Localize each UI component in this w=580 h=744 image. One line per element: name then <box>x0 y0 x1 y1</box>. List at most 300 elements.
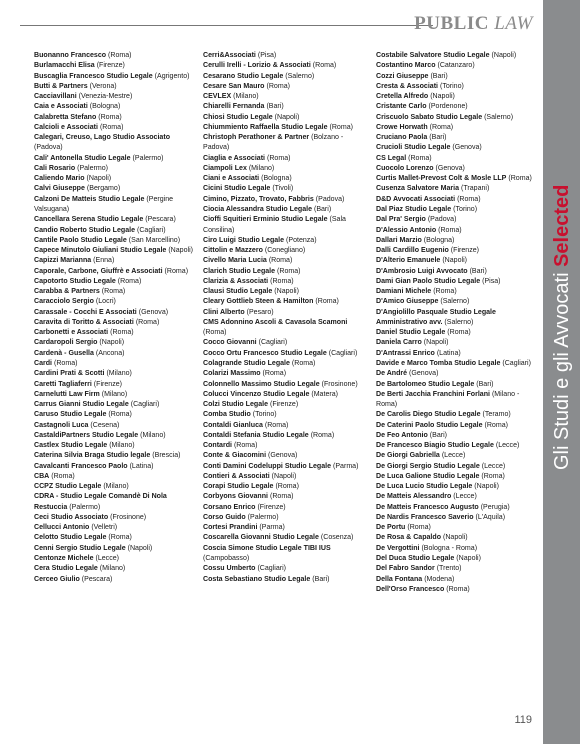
directory-entry <box>203 349 368 359</box>
directory-entry <box>376 226 536 236</box>
entry-city: (Roma) <box>266 82 290 90</box>
directory-entry <box>34 575 195 585</box>
entry-city: (Lecce) <box>95 555 119 563</box>
entry-city: (Roma) <box>312 62 337 70</box>
directory-entry <box>376 133 536 143</box>
entry-name: Cocco Ortu Francesco Studio Legale <box>203 349 327 357</box>
directory-entry <box>376 277 536 287</box>
entry-name: Carassale - Cocchi E Associati <box>34 308 137 316</box>
entry-city: (Perugia) <box>480 503 510 511</box>
directory-entry <box>203 472 368 482</box>
entry-name: Buscaglia Francesco Studio Legale <box>34 72 153 80</box>
entry-name: Dalli Cardillo Eugenio <box>376 247 449 255</box>
entry-name: Cardaropoli Sergio <box>34 339 98 347</box>
directory-entry <box>34 184 195 194</box>
entry-city: (Milano) <box>101 390 128 398</box>
entry-city: (Pordenone) <box>428 103 468 111</box>
entry-name: Colarizi Massimo <box>203 370 261 378</box>
entry-name: Cardenà - Gusella <box>34 349 94 357</box>
directory-entry <box>34 287 195 297</box>
entry-name: Butti & Partners <box>34 82 88 90</box>
entry-city: (Bologna - Roma) <box>421 544 478 552</box>
entry-name: Calabretta Stefano <box>34 113 97 121</box>
entry-name: Crowe Horwath <box>376 123 428 131</box>
entry-name: Corsano Enrico <box>203 503 256 511</box>
directory-entry <box>34 359 195 369</box>
directory-entry <box>376 421 536 431</box>
entry-name: Conti Damini Codeluppi Studio Legale <box>203 462 332 470</box>
entry-name: Cozzi Giuseppe <box>376 72 429 80</box>
entry-name: Caterina Silvia Braga Studio legale <box>34 452 151 460</box>
directory-entry <box>34 513 195 523</box>
entry-city: (Torino) <box>453 205 478 213</box>
entry-city: (Catanzaro) <box>437 62 475 70</box>
directory-entry <box>203 492 368 502</box>
entry-city: (Salerno) <box>444 318 474 326</box>
entry-name: Cavalcanti Francesco Paolo <box>34 462 128 470</box>
directory-entry <box>203 205 368 215</box>
entry-city: (Latina) <box>129 462 154 470</box>
directory-entry <box>376 164 536 174</box>
directory-entry <box>34 390 195 400</box>
entry-city: (Genova) <box>409 370 439 378</box>
entry-name: D&D Avvocati Associati <box>376 195 456 203</box>
directory-entry <box>376 297 536 307</box>
entry-name: Chiummiento Raffaella Studio Legale <box>203 123 328 131</box>
entry-city: (Bari) <box>469 267 487 275</box>
entry-name: Christoph Perathoner & Partner <box>203 134 310 142</box>
entry-city: (Roma) <box>447 329 471 337</box>
entry-city: (Torino) <box>252 411 277 419</box>
entry-city: (Parma) <box>259 524 285 532</box>
entry-name: Carabba & Partners <box>34 288 100 296</box>
entry-name: Ciampoli Lex <box>203 164 247 172</box>
directory-entry <box>376 431 536 441</box>
entry-city: (San Marcellino) <box>128 236 181 244</box>
entry-city: (Roma) <box>203 329 227 337</box>
entry-name: De Matteis Alessandro <box>376 493 452 501</box>
entry-city: (Lecce) <box>441 452 466 460</box>
directory-entry <box>203 51 368 61</box>
entry-city: (Bari) <box>476 380 494 388</box>
entry-city: (Genova) <box>138 308 169 316</box>
directory-entry <box>203 544 368 565</box>
entry-city: (Cagliari) <box>130 401 160 409</box>
directory-entry <box>203 297 368 307</box>
entry-name: Cesarano Studio Legale <box>203 72 284 80</box>
entry-name: Cimino, Pizzato, Trovato, Fabbris <box>203 195 314 203</box>
entry-city: (Genova) <box>452 144 482 152</box>
entry-name: Cortesi Prandini <box>203 524 258 532</box>
entry-name: Calzoni De Matteis Studio Legale <box>34 195 145 203</box>
entry-city: (Bari) <box>312 575 330 583</box>
entry-name: De Francesco Biagio Studio Legale <box>376 442 494 450</box>
directory-entry <box>376 154 536 164</box>
entry-city: (Napoli) <box>423 339 449 347</box>
entry-name: Corapi Studio Legale <box>203 483 274 491</box>
entry-name: Costantino Marco <box>376 62 436 70</box>
entry-city: (Roma) <box>108 52 132 59</box>
directory-entry <box>203 431 368 441</box>
entry-name: Caracciolo Sergio <box>34 298 94 306</box>
directory-entry <box>376 338 536 348</box>
directory-entry <box>203 523 368 533</box>
entry-city: (Pergine Valsugana) <box>34 195 174 213</box>
directory-entry <box>203 380 368 390</box>
entry-city: (Roma) <box>277 267 301 275</box>
entry-city: (Bergamo) <box>86 185 121 193</box>
directory-column-1 <box>34 51 195 701</box>
directory-entry <box>203 61 368 71</box>
entry-name: Dal Pra' Sergio <box>376 216 426 224</box>
entry-name: Cuocolo Lorenzo <box>376 164 434 172</box>
directory-entry <box>203 277 368 287</box>
entry-city: (Campobasso) <box>203 555 250 563</box>
directory-entry <box>34 400 195 410</box>
entry-name: Coscia Simone Studio Legale TIBI IUS <box>203 544 331 552</box>
entry-name: Cicini Studio Legale <box>203 185 271 193</box>
directory-entry <box>34 482 195 492</box>
entry-city: (Napoli) <box>274 113 300 121</box>
directory-entry <box>34 236 195 246</box>
directory-entry <box>203 369 368 379</box>
entry-city: (Frosinone) <box>321 380 358 388</box>
entry-name: Del Duca Studio Legale <box>376 555 455 563</box>
entry-name: Clarich Studio Legale <box>203 267 276 275</box>
directory-entry <box>203 359 368 369</box>
entry-name: Curtis Mallet-Prevost Colt & Mosle LLP <box>376 175 507 183</box>
directory-entry <box>34 297 195 307</box>
entry-name: Cardini Prati & Scotti <box>34 370 105 378</box>
page-header <box>0 0 543 44</box>
entry-name: Cancellara Serena Studio Legale <box>34 216 144 224</box>
directory-column-2 <box>203 51 368 701</box>
entry-name: Capece Minutolo Giuliani Studio Legale <box>34 247 167 255</box>
entry-city: (Roma) <box>275 483 299 491</box>
entry-city: (Matera) <box>311 390 338 398</box>
entry-name: De Feo Antonio <box>376 431 428 439</box>
section-title-bold: PUBLIC <box>414 13 495 34</box>
entry-name: Colucci Vincenzo Studio Legale <box>203 390 310 398</box>
entry-name: Ciaglia e Associati <box>203 154 266 162</box>
directory-entry <box>34 410 195 420</box>
entry-city: (L'Aquila) <box>475 513 506 521</box>
entry-name: Ciro Luigi Studio Legale <box>203 236 285 244</box>
entry-city: (Napoli) <box>456 555 481 563</box>
entry-name: D'Ambrosio Luigi Avvocato <box>376 267 468 275</box>
directory-entry <box>376 369 536 379</box>
entry-city: (Parma) <box>333 462 359 470</box>
entry-name: Caravita di Toritto & Associati <box>34 318 134 326</box>
entry-city: (Napoli) <box>491 52 517 59</box>
entry-city: (Roma) <box>135 318 160 326</box>
directory-entry <box>376 533 536 543</box>
directory-entry <box>203 462 368 472</box>
directory-entry <box>34 246 195 256</box>
directory-entry <box>376 82 536 92</box>
directory-entry <box>376 184 536 194</box>
entry-city: (Lecce) <box>453 493 477 501</box>
directory-entry <box>203 133 368 154</box>
directory-entry <box>376 92 536 102</box>
directory-entry <box>203 287 368 297</box>
entry-city: (Bolzano - Padova) <box>203 134 344 152</box>
entry-city: (Verona) <box>89 82 117 90</box>
entry-city: (Pisa) <box>482 277 501 285</box>
directory-entry <box>376 143 536 153</box>
entry-city: (Cagliari) <box>257 565 287 573</box>
directory-entry <box>376 205 536 215</box>
entry-name: De Caterini Paolo Studio Legale <box>376 421 483 429</box>
entry-city: (Roma) <box>310 431 335 439</box>
directory-entry <box>203 184 368 194</box>
entry-city: (Bari) <box>429 134 447 142</box>
entry-city: (Roma) <box>101 288 126 296</box>
entry-city: (Palermo) <box>69 503 101 511</box>
directory-entry <box>376 61 536 71</box>
entry-city: (Pescara) <box>81 575 113 583</box>
directory-entry <box>34 523 195 533</box>
entry-name: Dell'Orso Francesco <box>376 585 445 593</box>
directory-entry <box>376 513 536 523</box>
directory-entry <box>34 441 195 451</box>
entry-name: Daniela Carro <box>376 339 422 347</box>
directory-entry <box>203 390 368 400</box>
entry-city: (Bari) <box>266 103 284 111</box>
entry-name: Clarizia & Associati <box>203 277 269 285</box>
directory-entry <box>376 113 536 123</box>
entry-name: Cardi <box>34 359 53 367</box>
directory-entry <box>203 123 368 133</box>
entry-city: (Roma) <box>508 175 532 183</box>
entry-name: Cocco Giovanni <box>203 339 257 347</box>
entry-name: De Luca Galione Studio Legale <box>376 472 480 480</box>
entry-name: De Giorgi Gabriella <box>376 452 440 460</box>
entry-city: (Pescara) <box>145 216 176 224</box>
entry-name: Calcioli e Associati <box>34 123 98 131</box>
directory-entry <box>376 123 536 133</box>
entry-name: Contardi <box>203 442 232 450</box>
entry-city: (Palermo) <box>247 513 279 521</box>
entry-name: Contieri & Associati <box>203 472 270 480</box>
entry-name: De Giorgi Sergio Studio Legale <box>376 462 480 470</box>
entry-name: De Portu <box>376 524 406 532</box>
entry-city: (Palermo) <box>77 164 109 172</box>
entry-name: Calvi Giuseppe <box>34 185 85 193</box>
entry-city: (Padova) <box>427 216 457 224</box>
entry-name: Cesare San Mauro <box>203 82 265 90</box>
directory-entry <box>376 544 536 554</box>
directory-entry <box>203 482 368 492</box>
entry-name: Del Fabro Sandor <box>376 565 435 573</box>
entry-city: (Milano) <box>109 442 135 450</box>
directory-entry <box>203 92 368 102</box>
directory-entry <box>34 267 195 277</box>
entry-name: Cerceo Giulio <box>34 575 80 583</box>
directory-entry <box>34 380 195 390</box>
entry-name: Dallari Marzio <box>376 236 422 244</box>
header-rule <box>20 25 433 26</box>
directory-entry <box>34 318 195 328</box>
directory-entry <box>203 164 368 174</box>
entry-city: (Padova) <box>315 195 345 203</box>
entry-city: (Bari) <box>313 205 332 213</box>
directory-entry <box>376 359 536 369</box>
directory-entry <box>376 51 536 61</box>
entry-name: Carrus Gianni Studio Legale <box>34 401 129 409</box>
entry-name: Castlex Studio Legale <box>34 442 108 450</box>
directory-entry <box>34 195 195 216</box>
directory-entry <box>34 256 195 266</box>
directory-entry <box>34 544 195 554</box>
directory-entry <box>34 133 195 154</box>
entry-city: (Firenze) <box>450 247 479 255</box>
entry-city: (Cagliari) <box>328 349 358 357</box>
directory-entry <box>203 441 368 451</box>
entry-city: (Roma) <box>99 123 124 131</box>
entry-name: Contaldi Stefania Studio Legale <box>203 431 309 439</box>
entry-name: Cittolin e Mazzero <box>203 247 263 255</box>
directory-entry <box>376 410 536 420</box>
directory-entry <box>34 492 195 513</box>
entry-city: (Milano) <box>99 565 126 573</box>
directory-entry <box>376 102 536 112</box>
entry-city: (Modena) <box>424 575 455 583</box>
entry-city: (Venezia-Mestre) <box>78 93 133 101</box>
directory-entry <box>34 154 195 164</box>
directory-entry <box>203 338 368 348</box>
entry-city: (Roma) <box>269 493 294 501</box>
entry-city: (Enna) <box>93 257 115 265</box>
entry-city: (Trento) <box>436 565 462 573</box>
entry-name: D'Alessio Antonio <box>376 226 437 234</box>
directory-entry <box>203 318 368 339</box>
directory-entry <box>34 92 195 102</box>
entry-name: Cusenza Salvatore Maria <box>376 185 460 193</box>
directory-entry <box>376 380 536 390</box>
entry-name: Caruso Studio Legale <box>34 411 107 419</box>
directory-entry <box>34 51 195 61</box>
entry-name: Colonnello Massimo Studio Legale <box>203 380 320 388</box>
directory-entry <box>376 287 536 297</box>
entry-city: (Conegliano) <box>264 247 306 255</box>
entry-name: Caliendo Mario <box>34 175 85 183</box>
entry-name: Cenni Sergio Studio Legale <box>34 544 126 552</box>
entry-city: (Roma) <box>262 370 287 378</box>
directory-entry <box>376 256 536 266</box>
entry-city: (Roma) <box>291 359 316 367</box>
directory-entry <box>34 472 195 482</box>
directory-entry <box>34 462 195 472</box>
entry-city: (Trapani) <box>461 185 490 193</box>
directory-entry <box>376 195 536 205</box>
entry-name: CCPZ Studio Legale <box>34 483 102 491</box>
entry-name: Ciani e Associati <box>203 175 260 183</box>
entry-city: (Roma) <box>233 442 258 450</box>
entry-name: Comba Studio <box>203 411 251 419</box>
entry-name: Buonanno Francesco <box>34 52 107 59</box>
directory-entry <box>203 246 368 256</box>
section-title-italic: LAW <box>494 13 533 34</box>
entry-city: (Bologna) <box>89 103 121 111</box>
directory-entry <box>203 236 368 246</box>
entry-city: (Frosinone) <box>110 513 147 521</box>
directory-entry <box>34 123 195 133</box>
entry-name: Cera Studio Legale <box>34 565 98 573</box>
entry-city: (Roma) <box>98 113 122 121</box>
directory-entry <box>376 267 536 277</box>
entry-name: Capizzi Marianna <box>34 257 92 265</box>
directory-entry <box>203 102 368 112</box>
entry-city: (Roma) <box>164 267 189 275</box>
entry-city: (Milano) <box>233 93 259 101</box>
side-tab-label <box>551 185 573 470</box>
entry-name: Carbonetti e Associati <box>34 329 109 337</box>
entry-city: (Roma) <box>433 288 457 296</box>
entry-name: Cali' Antonella Studio Legale <box>34 154 131 162</box>
entry-city: (Cagliari) <box>136 226 166 234</box>
directory-entry <box>203 215 368 236</box>
directory-entry <box>203 400 368 410</box>
entry-name: De Matteis Francesco Augusto <box>376 503 479 511</box>
entry-name: Criscuolo Sabato Studio Legale <box>376 113 483 121</box>
entry-name: Cantile Paolo Studio Legale <box>34 236 127 244</box>
directory-entry <box>34 215 195 225</box>
entry-name: Ceci Studio Associato <box>34 513 109 521</box>
directory-entry <box>376 564 536 574</box>
directory-entry <box>34 328 195 338</box>
entry-city: (Roma) <box>264 421 289 429</box>
entry-city: (Velletri) <box>91 524 118 532</box>
entry-name: Ciocia Alessandra Studio Legale <box>203 205 312 213</box>
directory-entry <box>376 246 536 256</box>
entry-name: Cruciano Paola <box>376 134 428 142</box>
entry-city: (Bologna) <box>261 175 292 183</box>
directory-entry <box>376 349 536 359</box>
directory-entry <box>376 451 536 461</box>
entry-name: D'Antrassi Enrico <box>376 349 435 357</box>
entry-city: (Roma) <box>429 123 454 131</box>
entry-name: Caporale, Carbone, Giuffrè e Associati <box>34 267 163 275</box>
entry-name: Calegari, Creuso, Lago Studio Associato <box>34 134 171 142</box>
entry-name: CS Legal <box>376 154 407 162</box>
entry-city: (Milano) <box>103 483 129 491</box>
entry-name: Civello Maria Lucia <box>203 257 267 265</box>
entry-city: (Roma) <box>53 359 78 367</box>
entry-city: (Roma) <box>407 524 431 532</box>
entry-name: De Nardis Francesco Saverio <box>376 513 474 521</box>
entry-city: (Cosenza) <box>320 534 354 542</box>
entry-name: Cretella Alfredo <box>376 93 429 101</box>
entry-city: (Roma) <box>446 585 470 593</box>
directory-entry <box>376 554 536 564</box>
entry-city: (Firenze) <box>257 503 286 511</box>
directory-entry <box>203 72 368 82</box>
entry-city: (Roma) <box>51 472 75 480</box>
entry-name: De Berti Jacchia Franchini Forlani <box>376 390 490 398</box>
entry-city: (Napoli) <box>430 93 455 101</box>
directory-entry <box>34 82 195 92</box>
directory-entry <box>203 308 368 318</box>
directory-entry <box>34 61 195 71</box>
entry-city: (Pisa) <box>257 52 277 59</box>
entry-city: (Locri) <box>95 298 116 306</box>
directory-entry <box>34 226 195 236</box>
directory-entry <box>34 174 195 184</box>
entry-city: (Bari) <box>430 72 448 80</box>
entry-city: (Roma) <box>408 154 432 162</box>
entry-city: (Napoli) <box>271 472 297 480</box>
